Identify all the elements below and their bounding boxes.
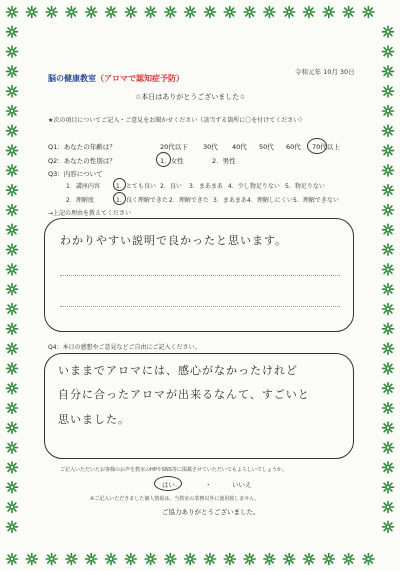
q3-row1-option-5[interactable]: 5．物足りない: [285, 183, 325, 190]
border-flower-icon: [383, 422, 394, 433]
q3-guide-line: [60, 275, 340, 276]
border-flower-icon: [205, 7, 216, 18]
border-flower-icon: [383, 244, 394, 255]
permission-no[interactable]: いいえ: [232, 481, 252, 489]
border-flower-icon: [383, 403, 394, 414]
survey-date: 令和元年 10月 30日: [295, 68, 355, 76]
border-flower-icon: [7, 304, 18, 315]
border-flower-icon: [106, 554, 117, 565]
border-flower-icon: [383, 185, 394, 196]
border-flower-icon: [383, 284, 394, 295]
border-flower-icon: [383, 363, 394, 374]
border-flower-icon: [165, 554, 176, 565]
border-flower-icon: [383, 442, 394, 453]
border-flower-icon: [125, 554, 136, 565]
q2-option-female[interactable]: 1．女性: [160, 157, 184, 165]
border-flower-icon: [7, 185, 18, 196]
border-flower-icon: [46, 7, 57, 18]
border-flower-icon: [7, 224, 18, 235]
q1-option-30s[interactable]: 30代: [203, 143, 218, 151]
border-flower-icon: [86, 554, 97, 565]
page-title: [48, 73, 184, 84]
border-flower-icon: [244, 7, 255, 18]
border-flower-icon: [165, 7, 176, 18]
border-flower-icon: [7, 86, 18, 97]
q2-selection-circle: [156, 152, 171, 167]
border-flower-icon: [343, 7, 354, 18]
border-flower-icon: [383, 145, 394, 156]
border-flower-icon: [323, 554, 334, 565]
privacy-note: ※ご記入いただきました個人情報は、当教室の業務以外に使用致しません。: [90, 496, 260, 502]
border-flower-icon: [284, 7, 295, 18]
q3-label: Q3：内容について: [48, 170, 103, 178]
border-flower-icon: [7, 383, 18, 394]
border-flower-icon: [7, 422, 18, 433]
border-flower-icon: [224, 7, 235, 18]
border-flower-icon: [383, 343, 394, 354]
border-flower-icon: [363, 7, 374, 18]
border-flower-icon: [7, 165, 18, 176]
q3-guide-line: [60, 306, 340, 307]
border-flower-icon: [323, 7, 334, 18]
border-flower-icon: [224, 554, 235, 565]
q1-option-70s[interactable]: 70代以上: [312, 143, 340, 151]
q1-selection-circle: [307, 138, 327, 154]
q3-row1-option-3[interactable]: 3．まあまあ: [189, 183, 223, 190]
permission-separator: ・: [205, 481, 212, 489]
border-flower-icon: [185, 7, 196, 18]
border-flower-icon: [7, 264, 18, 275]
border-flower-icon: [7, 462, 18, 473]
q1-option-50s[interactable]: 50代: [259, 143, 274, 151]
q2-option-male[interactable]: 2．男性: [212, 157, 236, 165]
q3-row1-label: 1．講座内容: [66, 183, 100, 190]
permission-question: ご記入いただいたお客様のお声を教室のHPやSNS等に掲載させていただいてもよろしいでしょうか。: [60, 467, 287, 473]
border-flower-icon: [7, 205, 18, 216]
q3-row1-selection-circle: [113, 178, 126, 191]
border-flower-icon: [125, 7, 136, 18]
q3-row1-option-4[interactable]: 4．少し物足りない: [228, 183, 280, 190]
border-flower-icon: [383, 26, 394, 37]
border-flower-icon: [363, 554, 374, 565]
q3-row2-option-2[interactable]: 2．理解できた: [169, 197, 209, 204]
thanks-heading: ☆本日はありがとうございました☆: [135, 93, 246, 101]
border-flower-icon: [26, 554, 37, 565]
permission-yes[interactable]: はい: [162, 481, 175, 489]
border-flower-icon: [264, 7, 275, 18]
border-flower-icon: [7, 125, 18, 136]
border-flower-icon: [145, 554, 156, 565]
title-main: 脳の健康教室: [48, 74, 96, 83]
q3-row1-option-1[interactable]: 1．とても良い: [116, 183, 156, 190]
q1-option-40s[interactable]: 40代: [232, 143, 247, 151]
border-flower-icon: [383, 462, 394, 473]
border-flower-icon: [383, 482, 394, 493]
border-flower-icon: [106, 7, 117, 18]
border-flower-icon: [26, 7, 37, 18]
border-flower-icon: [7, 323, 18, 334]
border-flower-icon: [7, 521, 18, 532]
border-flower-icon: [66, 7, 77, 18]
border-flower-icon: [383, 502, 394, 513]
q3-row2-option-1[interactable]: 1．良く理解できた: [116, 197, 168, 204]
title-sub: （アロマで認知症予防）: [96, 74, 184, 83]
border-flower-icon: [205, 554, 216, 565]
border-flower-icon: [383, 264, 394, 275]
q1-option-60s[interactable]: 60代: [286, 143, 301, 151]
border-flower-icon: [86, 7, 97, 18]
border-flower-icon: [7, 7, 18, 18]
border-flower-icon: [383, 224, 394, 235]
border-flower-icon: [383, 521, 394, 532]
border-flower-icon: [383, 125, 394, 136]
border-flower-icon: [383, 323, 394, 334]
border-flower-icon: [7, 284, 18, 295]
border-flower-icon: [66, 554, 77, 565]
border-flower-icon: [264, 554, 275, 565]
border-flower-icon: [7, 482, 18, 493]
border-flower-icon: [383, 106, 394, 117]
border-flower-icon: [7, 145, 18, 156]
q4-answer-line-2: 自分に合ったアロマが出来るなんて、すごいと: [58, 388, 310, 401]
q4-answer-line-1: いままでアロマには、感心がなかったけれど: [58, 364, 298, 377]
border-flower-icon: [244, 554, 255, 565]
instructions-text: ★次の項目についてご記入・ご意見をお聞かせください（該当する箇所に〇を付けてください）: [48, 117, 306, 124]
border-flower-icon: [7, 26, 18, 37]
border-flower-icon: [383, 205, 394, 216]
border-flower-icon: [383, 304, 394, 315]
border-flower-icon: [7, 46, 18, 57]
q3-reason-label: →上記の理由を教えてください: [48, 210, 132, 217]
border-flower-icon: [7, 66, 18, 77]
border-flower-icon: [383, 165, 394, 176]
border-flower-icon: [343, 554, 354, 565]
border-flower-icon: [7, 106, 18, 117]
border-flower-icon: [7, 244, 18, 255]
q3-row2-label: 2．理解度: [66, 197, 94, 204]
border-flower-icon: [383, 383, 394, 394]
q2-label: Q2：あなたの性別は？: [48, 157, 116, 165]
border-flower-icon: [7, 554, 18, 565]
q3-reason-answer: わかりやすい説明で良かったと思います。: [60, 234, 288, 247]
border-flower-icon: [7, 403, 18, 414]
border-flower-icon: [383, 66, 394, 77]
border-flower-icon: [383, 46, 394, 57]
border-flower-icon: [145, 7, 156, 18]
q1-label: Q1：あなたの年齢は？: [48, 143, 116, 151]
border-flower-icon: [7, 502, 18, 513]
closing-thanks: ご協力ありがとうございました。: [162, 508, 260, 516]
border-flower-icon: [46, 554, 57, 565]
border-flower-icon: [304, 7, 315, 18]
q1-option-20s[interactable]: 20代以下: [160, 143, 188, 151]
q3-row2-selection-circle: [113, 192, 126, 205]
q3-row2-option-5[interactable]: 5．理解できない: [293, 197, 339, 204]
border-flower-icon: [383, 86, 394, 97]
q3-row1-option-2[interactable]: 2．良い: [160, 183, 182, 190]
permission-selection-circle: [154, 476, 182, 491]
border-flower-icon: [7, 442, 18, 453]
border-flower-icon: [185, 554, 196, 565]
q3-row2-option-4[interactable]: 4．理解しにくい: [247, 197, 293, 204]
border-flower-icon: [284, 554, 295, 565]
border-flower-icon: [7, 343, 18, 354]
border-flower-icon: [304, 554, 315, 565]
q4-answer-line-3: 思いました。: [58, 413, 130, 426]
q4-label: Q4：本日の感想やご意見などご自由にご記入ください。: [48, 344, 201, 351]
q3-row2-option-3[interactable]: 3．まあまあ: [213, 197, 247, 204]
border-flower-icon: [7, 363, 18, 374]
